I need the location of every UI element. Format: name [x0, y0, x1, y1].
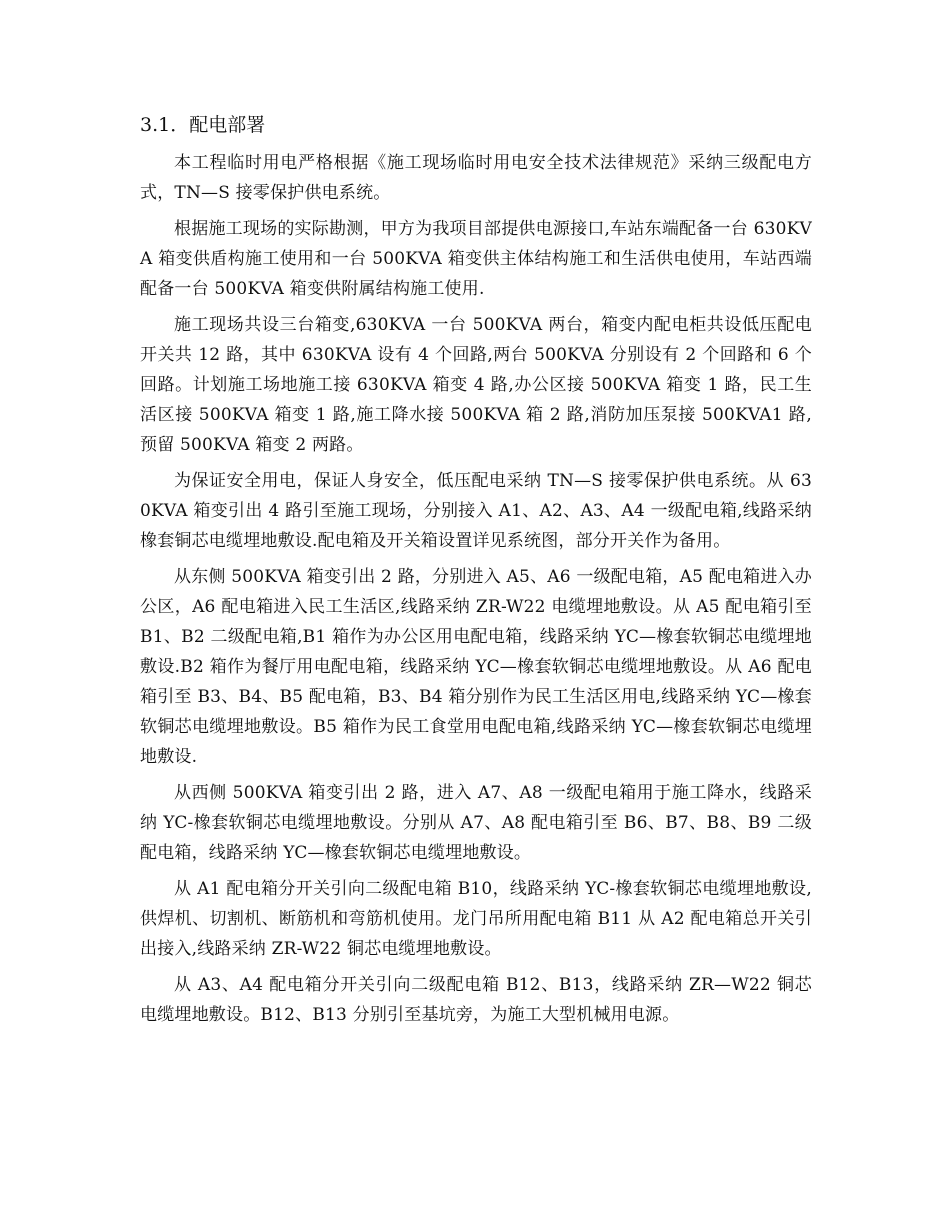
paragraph-east-500kva-distribution: 从东侧 500KVA 箱变引出 2 路，分别进入 A5、A6 一级配电箱，A5 配电箱进入办公区，A6 配电箱进入民工生活区,线路采纳 ZR-W22 电缆埋地敷设。从 A5 配电箱引至 B1、B2 二级配电箱,B1 箱作为办公区用电配电箱，线路采纳 YC—橡套软铜芯电缆埋地敷设.B2 箱作为餐厅用电配电箱，线路采纳 YC—橡套软铜芯电缆埋地敷设。从 A6 配电箱引至 B3、B4、B5 配电箱，B3、B4 箱分别作为民工生活区用电,线路采纳 YC—橡套软铜芯电缆埋地敷设。B5 箱作为民工食堂用电配电箱,线路采纳 YC—橡套软铜芯电缆埋地敷设.: [140, 567, 812, 767]
paragraph-power-system: 本工程临时用电严格根据《施工现场临时用电安全技术法律规范》采纳三级配电方式，TN—S 接零保护供电系统。: [140, 153, 812, 203]
paragraph-a3-a4-distribution: 从 A3、A4 配电箱分开关引向二级配电箱 B12、B13，线路采纳 ZR—W22 铜芯电缆埋地敷设。B12、B13 分别引至基坑旁，为施工大型机械用电源。: [140, 975, 812, 1025]
paragraph-west-500kva-distribution: 从西侧 500KVA 箱变引出 2 路，进入 A7、A8 一级配电箱用于施工降水，线路采纳 YC-橡套软铜芯电缆埋地敷设。分别从 A7、A8 配电箱引至 B6、B7、B8、B9 二级配电箱，线路采纳 YC—橡套软铜芯电缆埋地敷设。: [140, 783, 812, 863]
paragraph-630kva-distribution: 为保证安全用电，保证人身安全，低压配电采纳 TN—S 接零保护供电系统。从 630KVA 箱变引出 4 路引至施工现场，分别接入 A1、A2、A3、A4 一级配电箱,线路采纳橡套铜芯电缆埋地敷设.配电箱及开关箱设置详见系统图，部分开关作为备用。: [140, 471, 812, 551]
section-heading: 3.1．配电部署: [140, 114, 266, 136]
paragraph-power-supply-interfaces: 根据施工现场的实际勘测，甲方为我项目部提供电源接口,车站东端配备一台 630KVA 箱变供盾构施工使用和一台 500KVA 箱变供主体结构施工和生活供电使用，车站西端配备一台 500KVA 箱变供附属结构施工使用.: [140, 219, 812, 299]
document-body: [140, 110, 812, 1036]
paragraph-transformer-circuits: 施工现场共设三台箱变,630KVA 一台 500KVA 两台，箱变内配电柜共设低压配电开关共 12 路，其中 630KVA 设有 4 个回路,两台 500KVA 分别设有 2 个回路和 6 个回路。计划施工场地施工接 630KVA 箱变 4 路,办公区接 500KVA 箱变 1 路，民工生活区接 500KVA 箱变 1 路,施工降水接 500KVA 箱 2 路,消防加压泵接 500KVA1 路,预留 500KVA 箱变 2 两路。: [140, 315, 812, 455]
paragraph-a1-a2-distribution: 从 A1 配电箱分开关引向二级配电箱 B10，线路采纳 YC-橡套软铜芯电缆埋地敷设,供焊机、切割机、断筋机和弯筋机使用。龙门吊所用配电箱 B11 从 A2 配电箱总开关引出接入,线路采纳 ZR-W22 铜芯电缆埋地敷设。: [140, 879, 812, 959]
